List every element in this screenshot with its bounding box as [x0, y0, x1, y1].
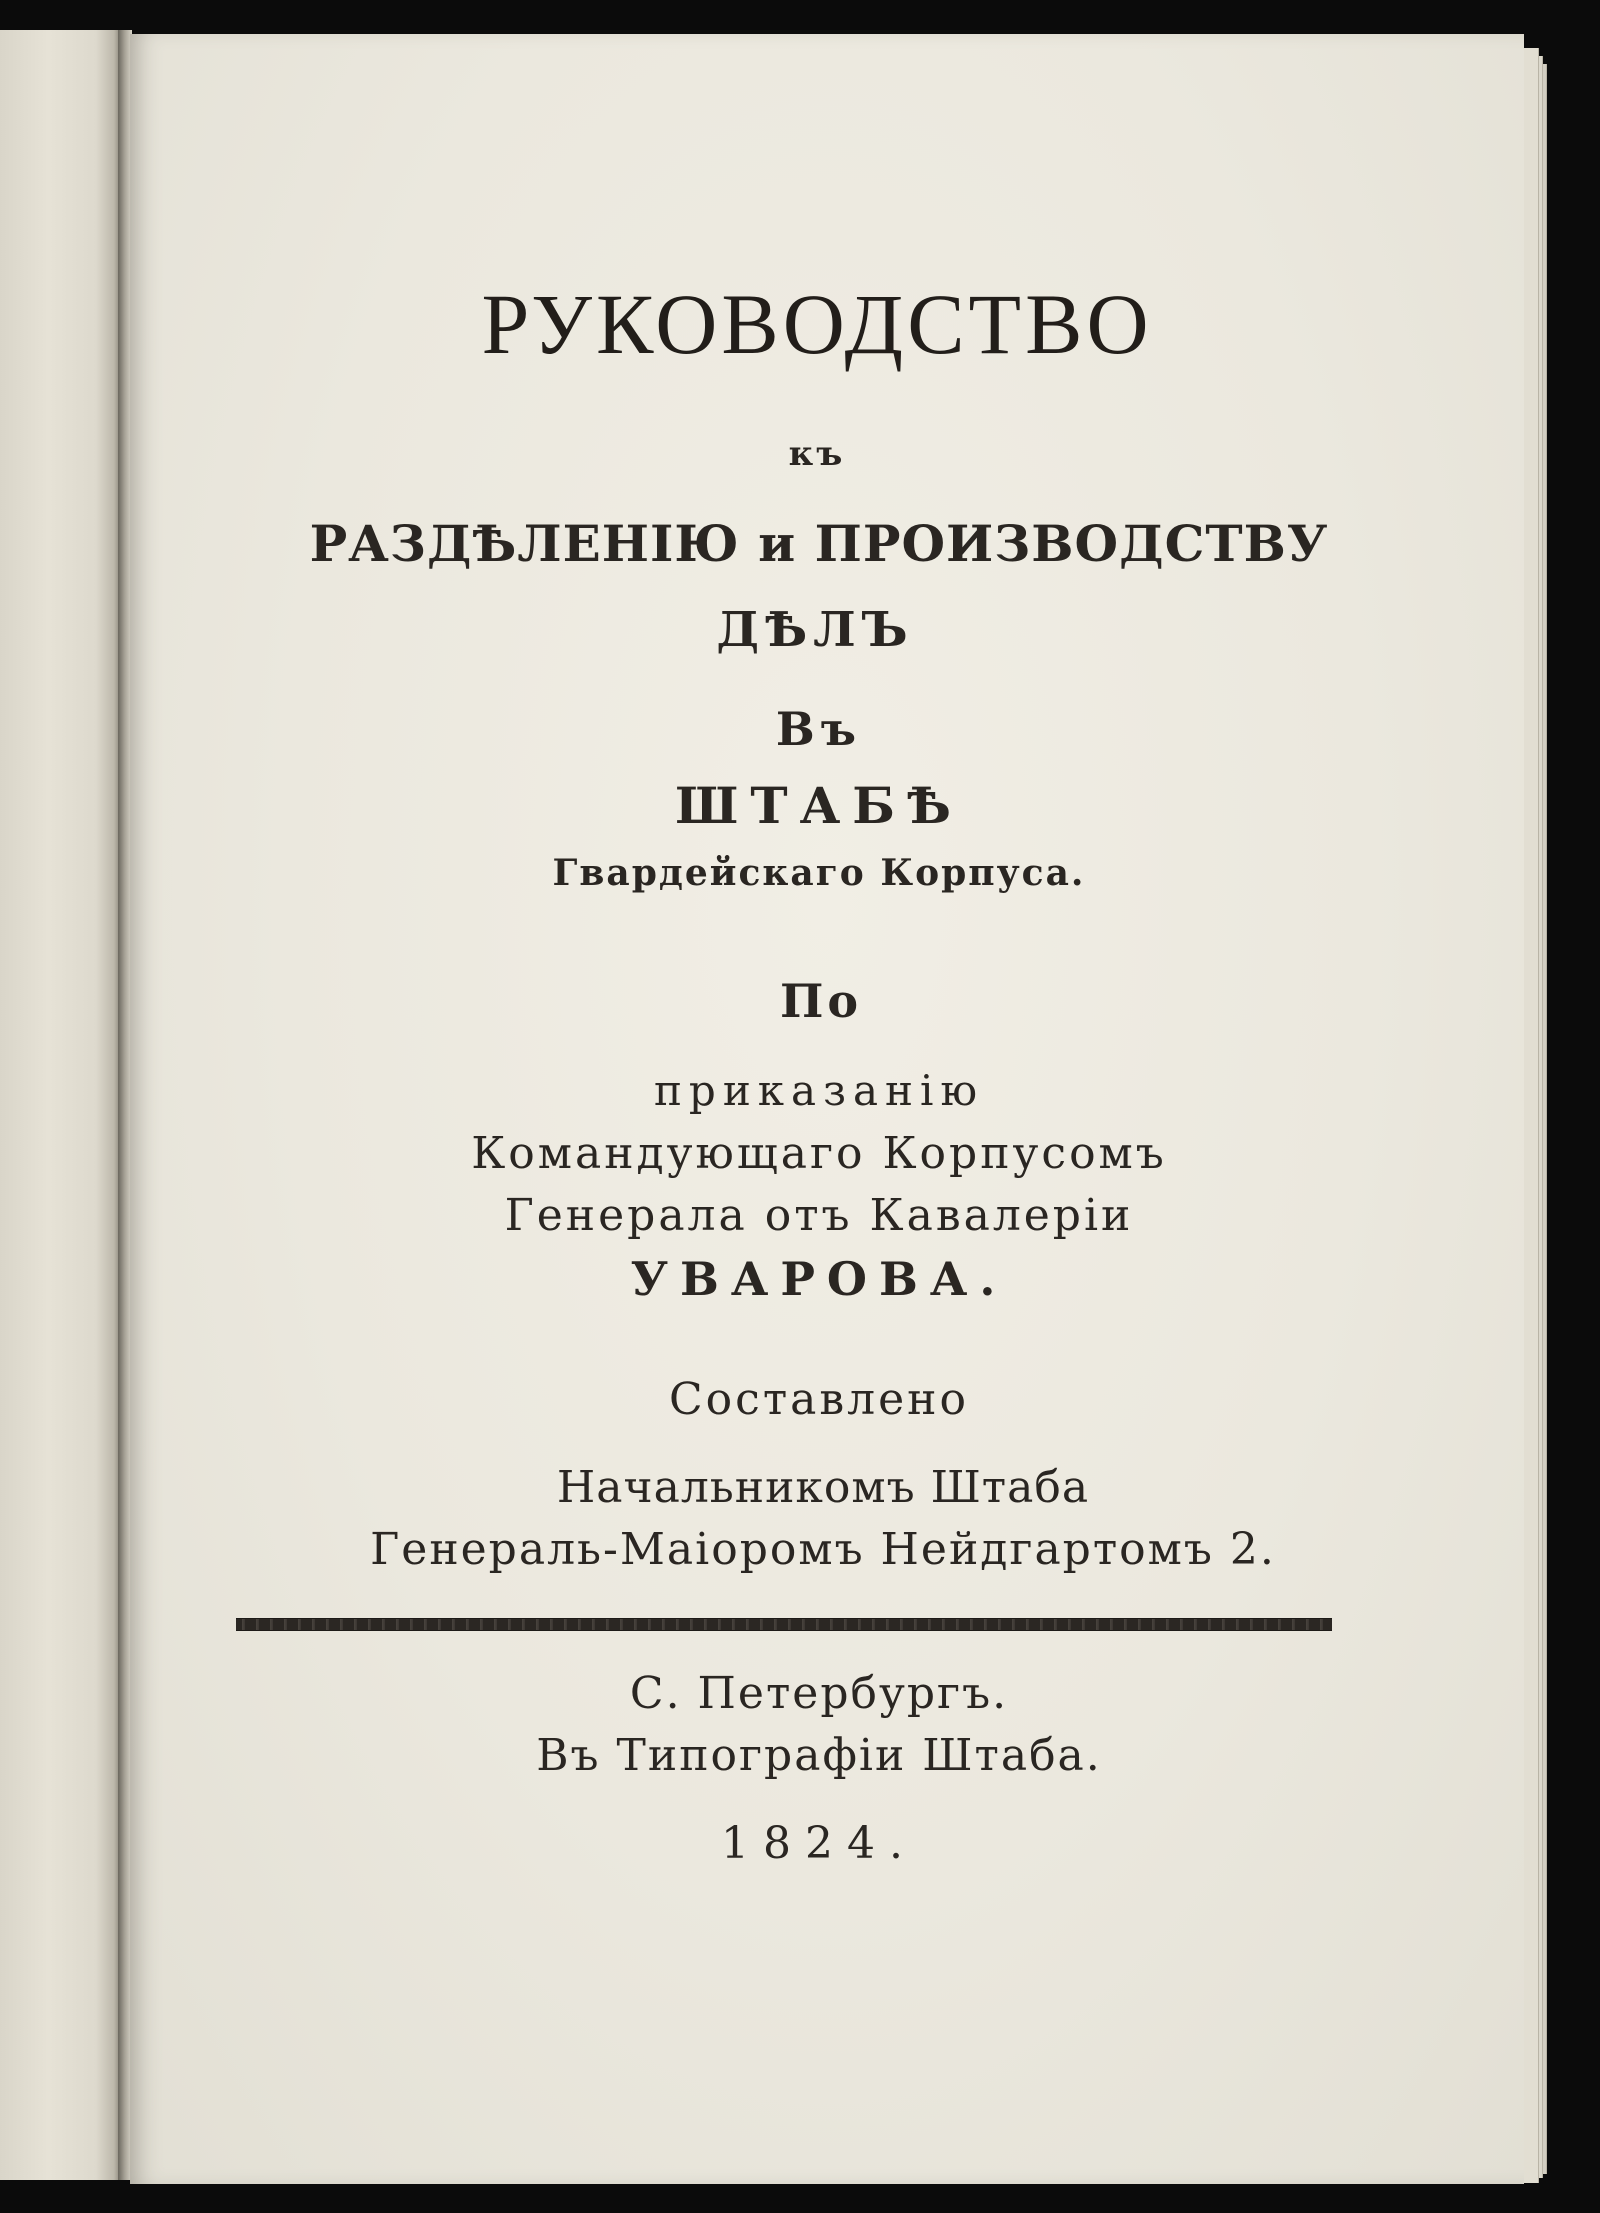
line-po: По: [779, 974, 863, 1028]
left-page-edge: [0, 30, 120, 2180]
subtitle-v: Въ: [775, 702, 863, 756]
line-major: Генераль-Маіоромъ Нейдгартомъ 2.: [370, 1524, 1276, 1575]
line-uvarov: УВАРОВА.: [630, 1252, 1008, 1306]
divider-rule: [236, 1618, 1332, 1631]
line-chief: Начальникомъ Штаба: [556, 1462, 1090, 1513]
book-title: РУКОВОДСТВО: [481, 276, 1153, 372]
imprint-year: 1824.: [721, 1818, 917, 1869]
title-page: [130, 34, 1524, 2184]
subtitle-corps: Гвардейскаго Корпуса.: [552, 852, 1086, 894]
subtitle-division: РАЗДѢЛЕНІЮ и ПРОИЗВОДСТВУ: [309, 514, 1329, 573]
line-order: приказанію: [653, 1066, 985, 1115]
imprint-city: С. Петербургъ.: [629, 1668, 1009, 1719]
subtitle-del: ДѢЛЪ: [716, 602, 914, 658]
subtitle-ke: къ: [788, 434, 846, 474]
line-composed: Составлено: [669, 1374, 969, 1425]
imprint-press: Въ Типографіи Штаба.: [536, 1730, 1102, 1781]
line-commanding: Командующаго Корпусомъ: [471, 1128, 1167, 1179]
line-general: Генерала отъ Кавалеріи: [504, 1190, 1134, 1241]
subtitle-shtab: ШТАБѢ: [674, 776, 964, 835]
